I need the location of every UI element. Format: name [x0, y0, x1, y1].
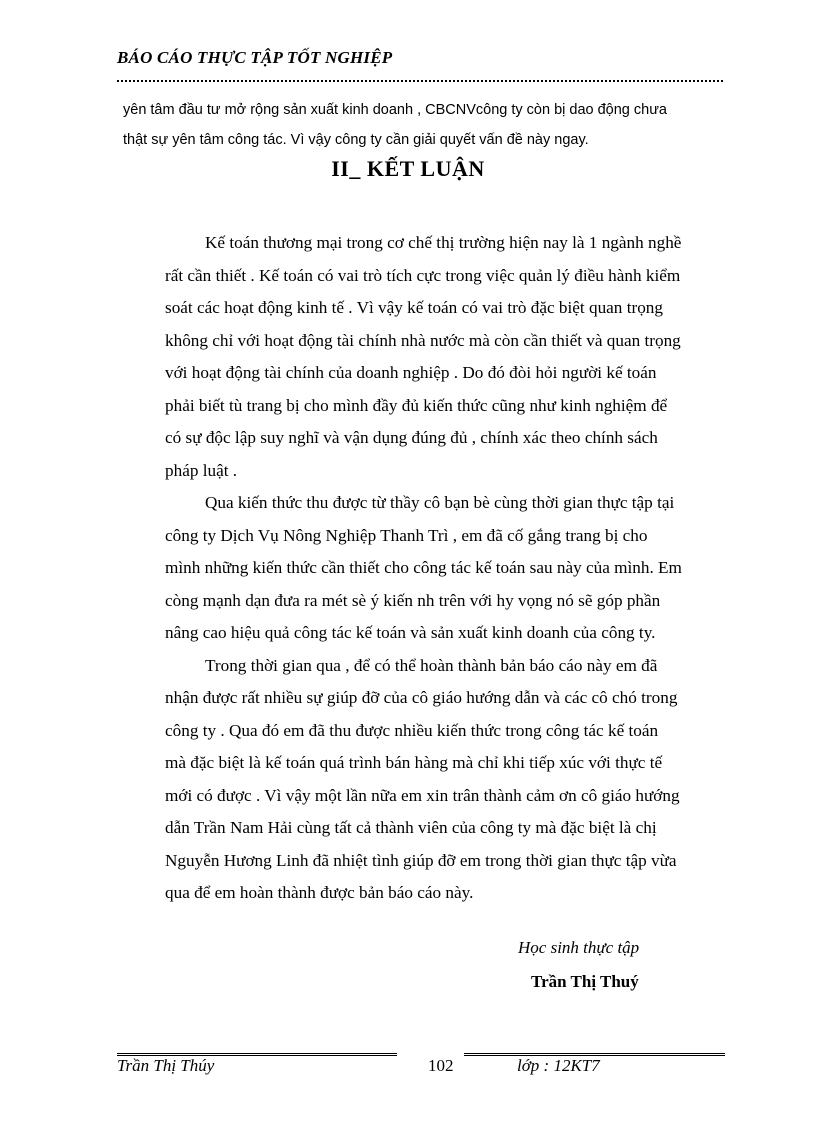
- footer-class-label: lớp : 12KT7: [517, 1056, 600, 1075]
- paragraph-1: [165, 227, 765, 487]
- text-line: còng mạnh dạn đưa ra mét sè ý kiến nh trên với hy vọng nó sẽ góp phần: [165, 590, 661, 610]
- text-line: pháp luật .: [165, 460, 238, 480]
- section-heading: II_ KẾT LUẬN: [331, 156, 485, 181]
- text-line: Kế toán thương mại trong cơ chế thị trường hiện nay là 1 ngành nghề: [205, 233, 682, 252]
- text-line: qua để em hoàn thành được bản báo cáo này.: [165, 883, 474, 902]
- text-line: Nguyễn Hương Linh đã nhiệt tình giúp đỡ em trong thời gian thực tập vừa: [165, 850, 677, 870]
- text-line: Qua kiến thức thu được từ thầy cô bạn bè cùng thời gian thực tập tại: [205, 493, 675, 512]
- intro-line: yên tâm đầu tư mở rộng sản xuất kinh doanh , CBCNVcông ty còn bị dao động chưa: [123, 102, 667, 118]
- intro-line: thật sự yên tâm công tác. Vì vậy công ty cần giải quyết vấn đề này ngay.: [123, 132, 589, 148]
- text-line: dẫn Trần Nam Hải cùng tất cả thành viên của công ty mà đặc biệt là chị: [165, 818, 657, 837]
- text-line: công ty . Qua đó em đã thu được nhiều kiến thức trong công tác kế toán: [165, 720, 659, 740]
- signature-role: Học sinh thực tập: [518, 938, 640, 957]
- text-line: với hoạt động tài chính của doanh nghiệp . Do đó đòi hỏi người kế toán: [165, 363, 657, 382]
- document-header-title: BÁO CÁO THỰC TẬP TỐT NGHIỆP: [117, 48, 393, 67]
- text-line: nhận được rất nhiều sự giúp đỡ của cô giáo hướng dẫn và các cô chó trong: [165, 688, 678, 707]
- paragraph-2: [165, 487, 765, 650]
- text-line: không chỉ với hoạt động tài chính nhà nước mà còn cần thiết và quan trọng: [165, 330, 681, 350]
- page-number: 102: [428, 1056, 454, 1075]
- text-line: mới có được . Vì vậy một lần nữa em xin trân thành cảm ơn cô giáo hướng: [165, 785, 680, 805]
- signature-name: Trần Thị Thuý: [531, 972, 639, 991]
- text-line: công ty Dịch Vụ Nông Nghiệp Thanh Trì , em đã cố gắng trang bị cho: [165, 525, 648, 545]
- text-line: Trong thời gian qua , để có thể hoàn thành bản báo cáo này em đã: [205, 655, 658, 675]
- text-line: nâng cao hiệu quả công tác kế toán và sản xuất kinh doanh của công ty.: [165, 623, 656, 642]
- footer-author: Trần Thị Thúy: [117, 1056, 215, 1075]
- page-footer: [0, 1048, 816, 1088]
- text-line: soát các hoạt động kinh tế . Vì vậy kế toán có vai trò đặc biệt quan trọng: [165, 298, 663, 317]
- text-line: mình những kiến thức cần thiết cho công tác kế toán sau này của mình. Em: [165, 558, 682, 577]
- header-dotted-rule: [117, 80, 723, 82]
- text-line: có sự độc lập suy nghĩ và vận dụng đúng đủ , chính xác theo chính sách: [165, 428, 658, 447]
- text-line: phải biết tù trang bị cho mình đầy đủ kiến thức cũng như kinh nghiệm để: [165, 395, 668, 415]
- text-line: rất cần thiết . Kế toán có vai trò tích cực trong việc quản lý điều hành kiểm: [165, 265, 681, 285]
- text-line: mà đặc biệt là kế toán quá trình bán hàng mà chỉ khi tiếp xúc với thực tế: [165, 753, 663, 772]
- conclusion-body: [165, 227, 765, 910]
- paragraph-3: [165, 650, 765, 910]
- intro-text: [123, 95, 743, 155]
